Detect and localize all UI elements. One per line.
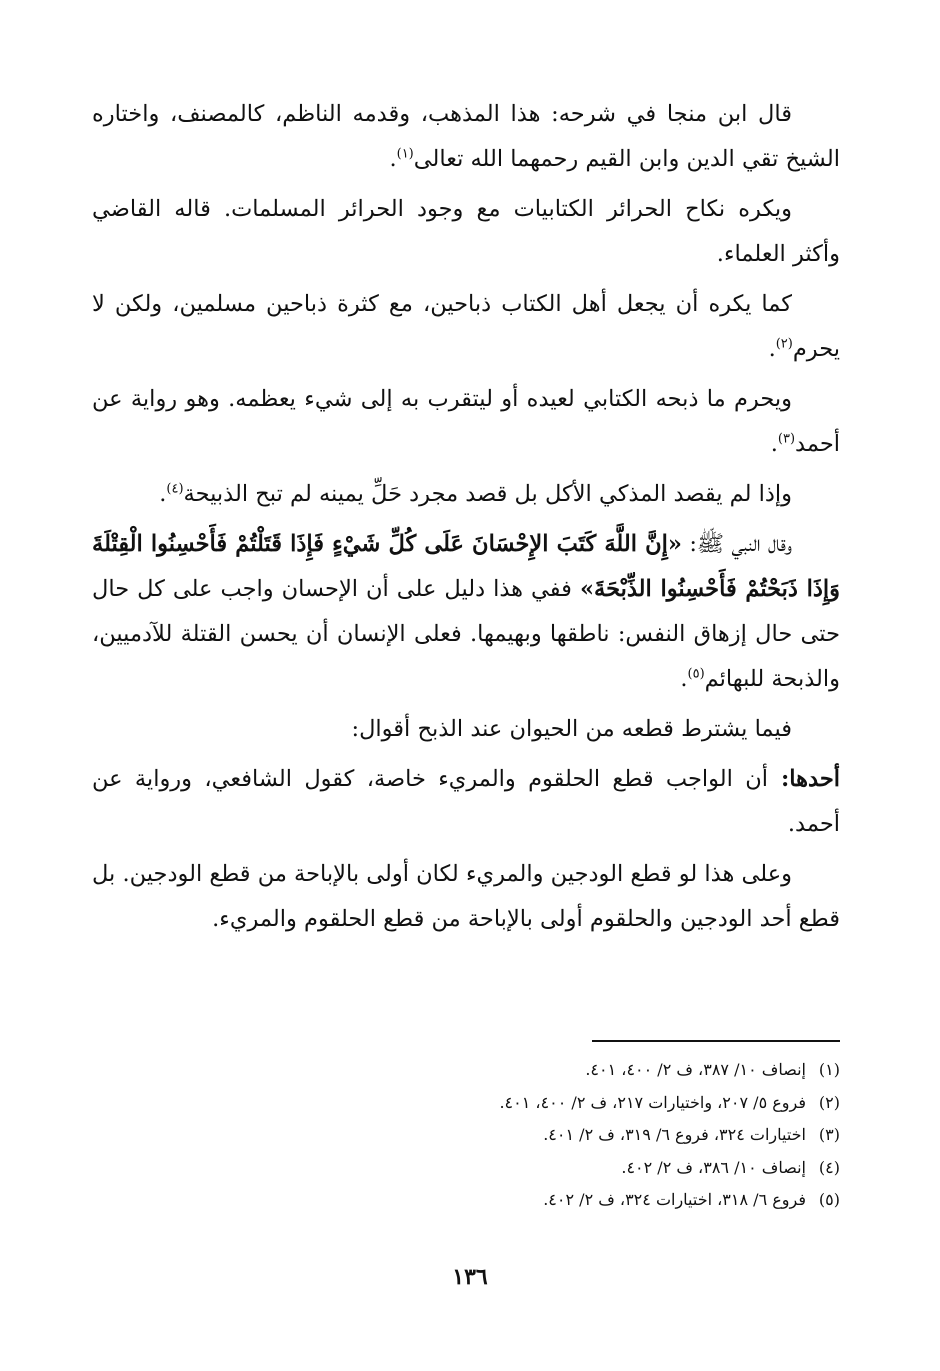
paragraph-end: . [680,666,688,692]
hadith-intro: وقال النبي ﷺ: [681,531,792,557]
closing-paragraph: وعلى هذا لو قطع الودجين والمريء لكان أولى بالإباحة من قطع الودجين. بل قطع أحد الودجين والحلقوم أولى بالإباحة من قطع الحلقوم والمريء. [92,861,840,932]
footnote-3 [140,1119,840,1152]
paragraph-4 [92,377,840,467]
paragraph-3 [92,282,840,372]
paragraph-2 [92,187,840,277]
paragraph-end: . [159,481,167,507]
footnote-number: (٣) [818,1125,840,1144]
opinion-lead: أحدها: [768,766,840,792]
footnote-number: (٤) [818,1157,840,1177]
paragraph-1 [92,92,840,182]
paragraph-end: . [770,431,778,457]
footnote-ref: (٣) [777,431,796,447]
first-opinion [92,757,840,847]
footnote-divider [592,1040,840,1042]
main-text [92,92,840,947]
footnote-number: (٢) [818,1092,840,1112]
footnote-text: فروع ٥/ ٢٠٧، واختيارات ٢١٧، ف ٢/ ٤٠٠، ٤٠١. [499,1092,806,1112]
footnote-number: (٥) [818,1190,840,1209]
paragraph-5 [92,472,840,517]
footnote-text: اختيارات ٣٢٤، فروع ٦/ ٣١٩، ف ٢/ ٤٠١. [543,1125,806,1144]
paragraph-text: وإذا لم يقصد المذكي الأكل بل قصد مجرد حَلِّ يمينه لم تبح الذبيحة [183,481,792,507]
footnote-number: (١) [818,1060,840,1079]
footnote-1 [140,1054,840,1087]
paragraph-end: . [768,336,776,362]
footnote-4 [140,1152,840,1185]
opinion-text: أن الواجب قطع الحلقوم والمريء خاصة، كقول الشافعي، ورواية عن أحمد. [92,766,840,837]
page-number: ١٣٦ [452,1264,488,1290]
footnote-ref: (٢) [775,336,793,352]
paragraph-text: ويكره نكاح الحرائر الكتابيات مع وجود الحرائر المسلمات. قاله القاضي وأكثر العلماء. [92,196,840,267]
hadith-commentary: ففي هذا دليل على أن الإحسان واجب على كل حال حتى حال إزهاق النفس: ناطقها وبهيمها. فعلى الإنسان أن يحسن القتلة للآدميين، والذبحة للبهائم [92,576,840,692]
footnote-ref: (٤) [166,481,184,497]
footnote-5 [140,1184,840,1217]
conditions-intro: فيما يشترط قطعه من الحيوان عند الذبح أقوال: [351,716,792,742]
hadith-paragraph [92,522,840,702]
paragraph-text: قال ابن منجا في شرحه: هذا المذهب، وقدمه الناظم، كالمصنف، واختاره الشيخ تقي الدين وابن القيم رحمهما الله تعالى [92,101,840,172]
paragraph-end: . [389,146,397,172]
footnote-text: إنصاف ١٠/ ٣٨٧، ف ٢/ ٤٠٠، ٤٠١. [585,1060,806,1079]
footnote-2 [140,1087,840,1120]
footnote-text: إنصاف ١٠/ ٣٨٦، ف ٢/ ٤٠٢. [621,1157,806,1177]
footnote-ref: (٥) [687,666,705,682]
paragraph-text: ويحرم ما ذبحه الكتابي لعيده أو ليتقرب به إلى شيء يعظمه. وهو رواية عن أحمد [92,386,840,457]
footnote-text: فروع ٦/ ٣١٨، اختيارات ٣٢٤، ف ٢/ ٤٠٢. [543,1190,806,1209]
footnotes [140,1054,840,1217]
hadith-quote: «إِنَّ اللَّهَ كَتَبَ الإِحْسَانَ عَلَى كُلِّ شَيْءٍ فَإِذَا قَتَلْتُمْ فَأَحْسِنُوا الْقِتْلَةَ وَإِذَا ذَبَحْتُمْ فَأَحْسِنُوا الذِّبْحَةَ» [92,531,841,602]
paragraph-text: كما يكره أن يجعل أهل الكتاب ذباحين، مع كثرة ذباحين مسلمين، ولكن لا يحرم [92,291,840,362]
footnote-ref: (١) [396,146,414,162]
